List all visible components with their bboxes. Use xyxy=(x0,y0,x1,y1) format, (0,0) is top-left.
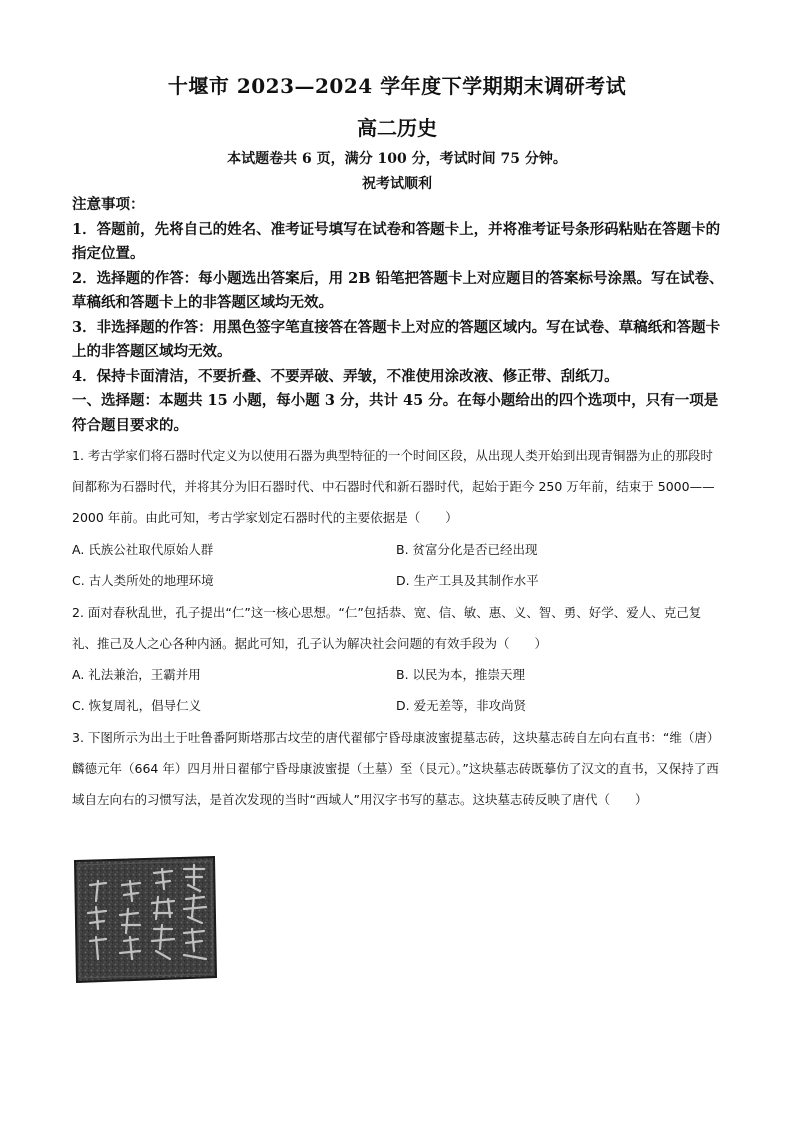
option-b: B. 以民为本，推崇天理 xyxy=(396,667,526,682)
option-a: A. 礼法兼治，王霸并用 xyxy=(72,667,201,682)
exam-info: 本试题卷共 6 页，满分 100 分，考试时间 75 分钟。 xyxy=(227,151,567,167)
option-d: D. 爱无差等，非攻尚贤 xyxy=(396,698,527,713)
note-item: 3．非选择题的作答：用黑色签字笔直接答在答题卡上对应的答题区域内。写在试卷、草稿纸和答题卡上的非答题区域均无效。 xyxy=(72,318,721,360)
note-item: 4．保持卡面清洁，不要折叠、不要弄破、弄皱，不准使用涂改液、修正带、刮纸刀。 xyxy=(72,367,619,385)
note-item: 1．答题前，先将自己的姓名、准考证号填写在试卷和答题卡上，并将准考证号条形码粘贴在答题卡的指定位置。 xyxy=(72,220,721,262)
epitaph-brick-image xyxy=(72,855,217,983)
exam-blessing: 祝考试顺利 xyxy=(362,176,432,192)
note-item: 2．选择题的作答：每小题选出答案后，用 2B 铅笔把答题卡上对应题目的答案标号涂黑。写在试卷、草稿纸和答题卡上的非答题区域均无效。 xyxy=(72,269,724,311)
option-c: C. 恢复周礼，倡导仁义 xyxy=(72,698,202,713)
question-stem: 3. 下图所示为出土于吐鲁番阿斯塔那古坟茔的唐代翟郁宁昏母康波蜜提墓志砖，这块墓志砖自左向右直书：“维（唐）麟德元年（664 年）四月卅日翟郁宁昏母康波蜜提（土墓）至（艮元）。”这块墓志砖既摹仿了汉文的直书，又保持了西域自左向右的习惯写法，是首次发现的当时“西域人”用汉字书写的墓志。这块墓志砖反映了唐代（ ） xyxy=(72,730,720,807)
question-stem: 2. 面对春秋乱世，孔子提出“仁”这一核心思想。“仁”包括恭、宽、信、敏、惠、义、智、勇、好学、爱人、克己复礼、推己及人之心各种内涵。据此可知，孔子认为解决社会问题的有效手段为（ ） xyxy=(72,605,702,651)
section-heading: 一、选择题：本题共 15 小题，每小题 3 分，共计 45 分。在每小题给出的四个选项中，只有一项是符合题目要求的。 xyxy=(72,392,719,434)
exam-subject: 高二历史 xyxy=(357,116,437,140)
question-stem: 1. 考古学家们将石器时代定义为以使用石器为典型特征的一个时间区段，从出现人类开始到出现青铜器为止的那段时间都称为石器时代，并将其分为旧石器时代、中石器时代和新石器时代，起始于距今 250 万年前，结束于 5000——2000 年前。由此可知，考古学家划定石器时代的主要依据是（ ） xyxy=(72,448,715,525)
exam-title: 十堰市 2023—2024 学年度下学期期末调研考试 xyxy=(167,74,627,98)
option-d: D. 生产工具及其制作水平 xyxy=(396,573,539,588)
option-a: A. 氏族公社取代原始人群 xyxy=(72,542,214,557)
option-c: C. 古人类所处的地理环境 xyxy=(72,573,214,588)
notes-block xyxy=(72,193,732,389)
notes-heading: 注意事项： xyxy=(72,196,145,213)
option-b: B. 贫富分化是否已经出现 xyxy=(396,542,538,557)
